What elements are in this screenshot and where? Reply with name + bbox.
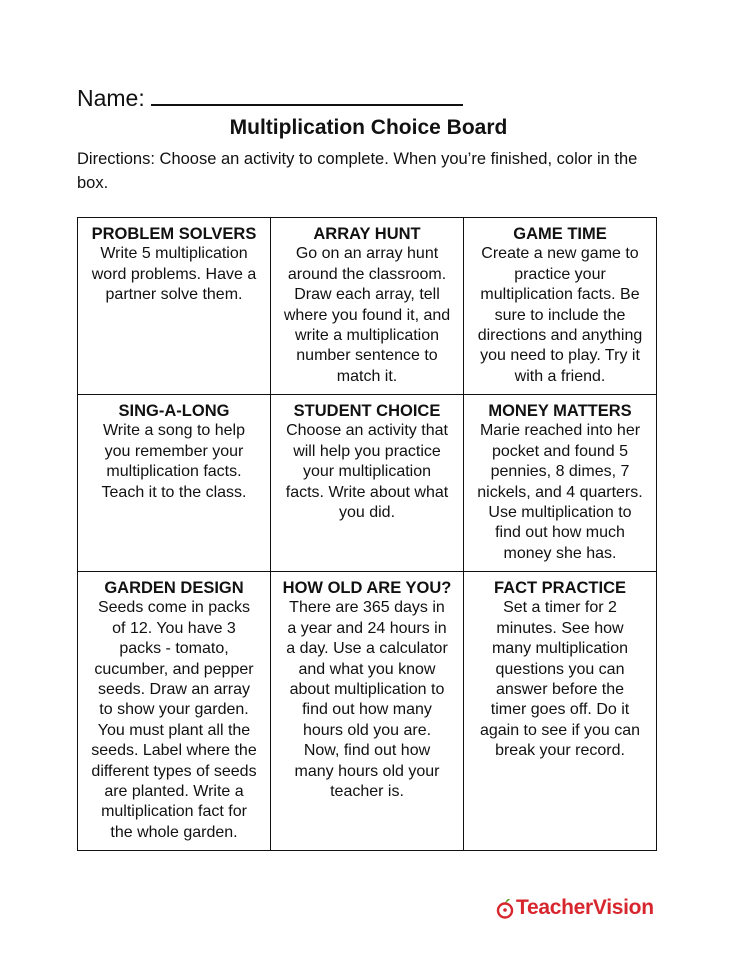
cell-text-line: timer goes off. Do it <box>490 701 630 719</box>
cell-text-line: many hours old your <box>294 762 440 780</box>
cell-text-line: pocket and found 5 <box>491 442 629 460</box>
name-blank-line[interactable] <box>151 84 463 106</box>
cell-text-line: where you found it, and <box>283 306 451 324</box>
cell-text-line: a year and 24 hours in <box>287 619 447 637</box>
cell-text-line: Create a new game to <box>481 245 639 263</box>
cell-title: HOW OLD ARE YOU? <box>282 579 452 597</box>
cell-text-line: you need to play. Try it <box>480 347 640 365</box>
name-field[interactable] <box>77 84 463 112</box>
cell-text-line: Now, find out how <box>303 742 431 760</box>
cell-text-line: seeds. Draw an array <box>97 681 251 699</box>
cell-text-line: cucumber, and pepper <box>94 660 254 678</box>
cell-text-line: Seeds come in packs <box>97 599 251 617</box>
cell-title: STUDENT CHOICE <box>293 402 441 420</box>
choice-cell[interactable] <box>464 218 657 395</box>
cell-text-line: teacher is. <box>330 783 404 801</box>
cell-text-line: different types of seeds <box>91 762 257 780</box>
cell-text-line: facts. Write about what <box>285 483 449 501</box>
cell-text-line: and what you know <box>298 660 436 678</box>
cell-title: GAME TIME <box>513 225 607 243</box>
cell-text-line: multiplication facts. <box>106 463 242 481</box>
cell-text-line: There are 365 days in <box>289 599 445 617</box>
cell-text-line: you remember your <box>104 442 244 460</box>
cell-text-line: find out how much <box>495 524 625 542</box>
cell-text-line: money she has. <box>503 544 617 562</box>
choice-cell[interactable] <box>464 572 657 851</box>
choice-cell[interactable] <box>271 572 464 851</box>
cell-text-line: partner solve them. <box>105 286 243 304</box>
choice-cell[interactable] <box>78 395 271 572</box>
cell-text-line: many multiplication <box>491 640 629 658</box>
cell-text-line: Draw each array, tell <box>294 286 440 304</box>
cell-text-line: Choose an activity that <box>286 422 448 440</box>
cell-text-line: number sentence to <box>296 347 438 365</box>
cell-text-line: seeds. Label where the <box>91 742 257 760</box>
cell-title: MONEY MATTERS <box>488 402 632 420</box>
page-title: Multiplication Choice Board <box>229 116 508 139</box>
cell-text-line: Teach it to the class. <box>101 483 247 501</box>
cell-text-line: find out how many <box>302 701 432 719</box>
cell-text-line: Write 5 multiplication <box>100 245 248 263</box>
cell-text-line: word problems. Have a <box>91 265 257 283</box>
choice-cell[interactable] <box>271 395 464 572</box>
cell-text-line: nickels, and 4 quarters. <box>477 483 643 501</box>
cell-title: ARRAY HUNT <box>313 225 421 243</box>
cell-text-line: to show your garden. <box>99 701 249 719</box>
cell-text-line: packs - tomato, <box>119 640 229 658</box>
cell-text-line: directions and anything <box>477 327 643 345</box>
cell-title: FACT PRACTICE <box>494 579 626 597</box>
cell-text-line: with a friend. <box>514 367 606 385</box>
cell-text-line: minutes. See how <box>496 619 624 637</box>
cell-title: SING-A-LONG <box>118 402 230 420</box>
name-label: Name: <box>77 85 145 111</box>
choice-cell[interactable] <box>78 572 271 851</box>
cell-text-line: the whole garden. <box>110 823 238 841</box>
cell-text-line: sure to include the <box>494 306 626 324</box>
cell-text-line: a day. Use a calculator <box>286 640 448 658</box>
cell-text-line: are planted. Write a <box>104 783 244 801</box>
cell-text-line: around the classroom. <box>287 265 447 283</box>
cell-text-line: of 12. You have 3 <box>112 619 236 637</box>
choice-cell[interactable] <box>464 395 657 572</box>
cell-text-line: break your record. <box>495 742 625 760</box>
cell-text-line: multiplication facts. Be <box>480 286 640 304</box>
cell-text-line: will help you practice <box>293 442 441 460</box>
cell-text-line: write a multiplication <box>294 327 440 345</box>
cell-text-line: again to see if you can <box>479 721 641 739</box>
cell-text-line: You must plant all the <box>97 721 251 739</box>
apple-icon <box>496 897 514 919</box>
choice-cell[interactable] <box>271 218 464 395</box>
cell-text-line: pennies, 8 dimes, 7 <box>490 463 630 481</box>
directions: Directions: Choose an activity to complete. When you’re finished, color in the box. <box>77 150 638 192</box>
cell-text-line: Marie reached into her <box>479 422 641 440</box>
cell-title: PROBLEM SOLVERS <box>91 225 257 243</box>
choice-board <box>77 217 657 851</box>
cell-text-line: match it. <box>336 367 398 385</box>
cell-text-line: you did. <box>338 504 396 522</box>
choice-cell[interactable] <box>78 218 271 395</box>
cell-text-line: multiplication fact for <box>101 803 247 821</box>
cell-text-line: Write a song to help <box>102 422 245 440</box>
logo-text: TeacherVision <box>516 896 654 919</box>
cell-text-line: Set a timer for 2 <box>503 599 617 617</box>
cell-text-line: questions you can <box>495 660 625 678</box>
cell-text-line: answer before the <box>495 681 625 699</box>
cell-text-line: your multiplication <box>302 463 432 481</box>
cell-text-line: practice your <box>514 265 606 283</box>
cell-title: GARDEN DESIGN <box>104 579 244 597</box>
teachervision-logo <box>496 896 654 920</box>
cell-text-line: Use multiplication to <box>488 504 632 522</box>
cell-text-line: about multiplication to <box>289 681 445 699</box>
cell-text-line: Go on an array hunt <box>295 245 439 263</box>
cell-text-line: hours old you are. <box>302 721 432 739</box>
